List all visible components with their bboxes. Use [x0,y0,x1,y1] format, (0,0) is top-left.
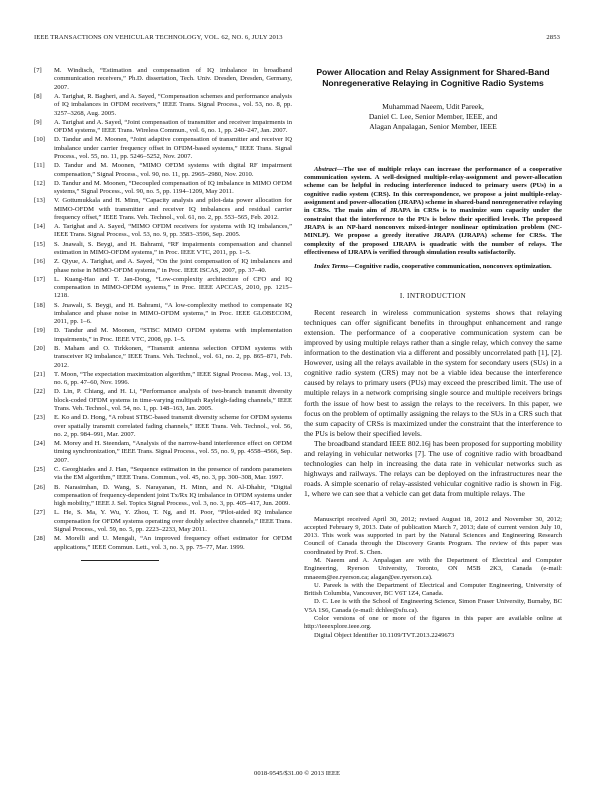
reference-text: D. Tandur and M. Moonen, “Joint adaptive compensation of transmitter and receiver IQ imbalance under carrier frequency offset in OFDM-based systems,” IEEE Trans. Signal Process., vol. 55, no. 11, pp. 5246–5252, Nov. 2007. [54,136,292,160]
reference-text: Z. Qiyue, A. Tarighat, and A. Sayed, “On the joint compensation of IQ imbalances and phase noise in MIMO-OFDM systems,” in Proc. IEEE ISCAS, 2007, pp. 37–40. [54,258,292,274]
footnotes [304,516,562,640]
reference-number: [16] [34,258,45,266]
index-terms-label: Index Terms [314,263,349,271]
authors-line: Daniel C. Lee, Senior Member, IEEE, and [368,112,498,122]
footnote-paragraph: U. Pareek is with the Department of Electrical and Computer Engineering, University of British Columbia, Vancouver, BC V6T 1Z4, Canada. [304,581,562,598]
reference-item [34,258,292,275]
reference-text: B. Narasimhan, D. Wang, S. Narayanan, H. Minn, and N. Al-Dhahir, “Digital compensation of frequency-dependent joint Tx/Rx IQ imbalance in OFDM systems under high mobility,” IEEE J. Sel. Topics Signal Process., vol. 3, no. 3, pp. 405–417, Jun. 2009. [54,483,292,508]
reference-text: T. Moon, “The expectation maximization algorithm,” IEEE Signal Process. Mag., vol. 13, no. 6, pp. 47–60, Nov. 1996. [54,370,292,387]
reference-number: [17] [34,275,45,283]
authors-line: Muhammad Naeem, Udit Pareek, [382,102,484,111]
reference-item [34,484,292,509]
reference-text: V. Gottumukkala and H. Minn, “Capacity analysis and pilot-data power allocation for MIMO-OFDM with transmitter and receiver IQ imbalances and residual carrier frequency offset,” IEEE Trans. Veh. Technol., vol. 61, no. 2, pp. 553–565, Feb. 2012. [54,197,292,221]
reference-item [34,276,292,301]
reference-number: [9] [34,118,42,126]
abstract-text: —The use of multiple relays can increase the performance of a cooperative communication system. A well-designed multiple-relay-assignment and power-allocation scheme can be helpful in reducing interference induced to primary users (PUs) in a cognitive radio system (CRS). In this correspondence, we propose a joint multiple-relay-assignment and power-allocation (JRAPA) scheme in shared-band nonregenerative relaying in CRSs. The main aim of JRAPA in CRSs is to maximize sum capacity under the constraint that the interference to the PUs is below their specified levels. The proposed JRAPA is an NP-hard nonconvex mixed-integer nonlinear optimization problem (NC-MINLP). We propose a greedy iterative JRAPA (IJRAPA) scheme for CRSs. The complexity of the proposed IJRAPA is quadratic with the number of relays. The effectiveness of IJRAPA is verified through simulation results satisfactorily. [304,165,562,257]
reference-text: M. Morey and H. Steendam, “Analysis of the narrow-band interference effect on OFDM timing synchronization,” IEEE Trans. Signal Process., vol. 55, no. 9, pp. 4558–4566, Sep. 2007. [54,440,292,464]
footnote-paragraph: D. C. Lee is with the School of Engineering Science, Simon Fraser University, Burnaby, BC V5A 1S6, Canada (e-mail: dchlee@sfu.ca). [304,598,562,614]
reference-text: D. Tandur and M. Moonen, “STBC MIMO OFDM systems with implementation impairments,” in Proc. IEEE VTC, 2008, pp. 1–5. [54,327,292,343]
reference-item [34,180,292,197]
reference-item [34,327,292,344]
running-header [34,34,560,41]
reference-item [34,302,292,327]
journal-header: IEEE TRANSACTIONS ON VEHICULAR TECHNOLOGY, VOL. 62, NO. 6, JULY 2013 [34,34,283,41]
reference-item [34,535,292,552]
reference-item [34,223,292,240]
reference-text: L. He, S. Ma, Y. Wu, Y. Zhou, T. Ng, and H. Poor, “Pilot-aided IQ imbalance compensation for OFDM systems operating over doubly selective channels,” IEEE Trans. Signal Process., vol. 59, no. 5, pp. 2223–2233, May 2011. [54,509,292,534]
reference-item [34,345,292,370]
reference-number: [10] [34,136,45,144]
reference-text: E. Ko and D. Hong, “A robust STBC-based transmit diversity scheme for OFDM systems over spatially transmit correlated fading channels,” IEEE Trans. Veh. Technol., vol. 56, no. 2, pp. 984–991, Mar. 2007. [54,414,292,438]
paper-column [304,67,562,640]
reference-item [34,197,292,222]
reference-text: A. Tarighat and A. Sayed, “Joint compensation of transmitter and receiver impairments in OFDM systems,” IEEE Trans. Wireless Commun., vol. 6, no. 1, pp. 240–247, Jan. 2007. [54,118,292,135]
reference-text: D. Tandur and M. Moonen, “MIMO OFDM systems with digital RF impairment compensation,” Signal Process., vol. 90, no. 11, pp. 2965–2980, Nov. 2010. [54,162,292,178]
reference-number: [27] [34,509,45,517]
reference-item [34,388,292,413]
reference-item [34,67,292,92]
reference-number: [28] [34,535,45,543]
reference-text: A. Tarighat, R. Bagheri, and A. Sayed, “Compensation schemes and performance analysis of IQ imbalances in OFDM receivers,” IEEE Trans. Signal Process., vol. 53, no. 8, pp. 3257–3268, Aug. 2005. [54,92,292,117]
section-heading: I. INTRODUCTION [399,291,467,300]
abstract [304,166,562,258]
reference-text: C. Georghiades and J. Han, “Sequence estimation in the presence of random parameters via the EM algorithm,” IEEE Trans. Commun., vol. 45, no. 3, pp. 300–308, Mar. 1997. [54,466,292,482]
reference-text: S. Jnawali, S. Beygi, and H. Bahrami, “A low-complexity method to compensate IQ imbalance and phase noise in MIMO-OFDM systems,” in Proc. IEEE GLOBECOM, 2011, pp. 1–6. [54,301,292,326]
reference-number: [20] [34,344,45,352]
footnote-paragraph: Color versions of one or more of the figures in this paper are available online at http://ieeexplore.ieee.org. [304,615,562,631]
reference-text: B. Maham and O. Tirkkonen, “Transmit antenna selection OFDM systems with transceiver IQ imbalance,” IEEE Trans. Veh. Technol., vol. 61, no. 2, pp. 865–871, Feb. 2012. [54,344,292,369]
footnote-paragraph: M. Naeem and A. Anpalagan are with the Department of Electrical and Computer Engineering, Ryerson University, Toronto, ON M5B 2K3, Canada (e-mail: mnaeem@ee.ryerson.ca; alagan@ee.ryerson.ca). [304,557,562,581]
page-number: 2853 [546,34,560,41]
reference-number: [25] [34,466,45,473]
reference-item [34,440,292,465]
reference-number: [21] [34,370,45,378]
reference-item [34,119,292,136]
footnote-paragraph: Manuscript received April 30, 2012; revised August 18, 2012 and November 30, 2012; accepted February 9, 2013. Date of publication March 7, 2013; date of current version July 10, 2013. This work was supported in part by the Natural Sciences and Engineering Research Council of Canada through the Discovery Grants Program. The review of this paper was coordinated by Prof. S. Chen. [304,515,562,556]
reference-number: [14] [34,223,45,231]
copyright-footer: 0018-9545/$31.00 © 2013 IEEE [254,770,340,777]
reference-number: [23] [34,414,45,422]
reference-item [34,466,292,483]
paper-title: Power Allocation and Relay Assignment for Shared-Band Nonregenerative Relaying in Cognitive Radio Systems [316,67,550,88]
reference-item [34,162,292,179]
reference-text: S. Jnawali, S. Beygi, and H. Bahrami, “RF impairments compensation and channel estimation in MIMO-OFDM systems,” in Proc. IEEE VTC, 2011, pp. 1–5. [54,240,292,256]
reference-number: [18] [34,301,45,309]
references-divider [81,560,159,561]
reference-number: [15] [34,240,45,248]
reference-item [34,136,292,161]
reference-text: M. Windisch, “Estimation and compensation of IQ imbalance in broadband communication receivers,” Ph.D. dissertation, Tech. Univ. Dresden, Dresden, Germany, 2007. [54,67,292,91]
reference-item [34,93,292,118]
reference-text: D. Tandur and M. Moonen, “Decoupled compensation of IQ imbalance in MIMO OFDM systems,” Signal Process., vol. 90, no. 5, pp. 1194–1209, May 2011. [54,179,292,196]
reference-number: [22] [34,388,45,396]
index-terms [304,263,562,271]
index-terms-text: —Cognitive radio, cooperative communication, nonconvex optimization. [348,263,552,271]
reference-item [34,414,292,439]
reference-item [34,509,292,534]
reference-number: [13] [34,197,45,205]
reference-text: L. Kuang-Hao and T. Jan-Dong, “Low-complexity architecture of CFO and IQ compensation in MIMO-OFDM systems,” in Proc. IEEE APCCAS, 2010, pp. 1215–1218. [54,275,292,300]
reference-number: [24] [34,440,45,448]
reference-text: D. Lin, P. Chiang, and H. Li, “Performance analysis of two-branch transmit diversity block-coded OFDM systems in time-varying multipath Rayleigh-fading channels,” IEEE Trans. Veh. Technol., vol. 54, no. 1, pp. 148–163, Jan. 2005. [54,388,292,413]
paper-authors [304,102,562,133]
reference-number: [19] [34,327,45,335]
reference-text: M. Morelli and U. Mengali, “An improved frequency offset estimator for OFDM applications,” IEEE Commun. Lett., vol. 3, no. 3, pp. 75–77, Mar. 1999. [54,535,292,551]
authors-line: Alagan Anpalagan, Senior Member, IEEE [369,122,497,132]
reference-number: [11] [34,162,45,170]
paragraph: The broadband standard IEEE 802.16j has been proposed for supporting mobility and relaying in vehicular networks [7]. The use of cognitive radio with broadband technologies can help in increasing the data rate in vehicular networks such as highways and railways. The relays can be deployed on the infrastructures near the roads. A simple scenario of relay-assisted vehicular cognitive radio is shown in Fig. 1, where we can see that a vehicle can get data from multiple relays. The [304,438,562,499]
references-list [34,67,292,552]
abstract-label: Abstract [314,165,337,173]
references-column [34,67,292,561]
reference-number: [8] [34,92,42,100]
reference-item [34,241,292,258]
paragraph: Recent research in wireless communication systems shows that relaying techniques can offer significant benefits in throughput enhancement and range extension. The performance of a cooperative communication system can be improved by using multiple relays rather than a single relay, which convey the same information to the destination via a different and possibly uncorrelated path [1], [2]. However, using all the relays available in the system for secondary users (SUs) in a cognitive radio system (CRS) may not be a viable idea because the interference caused by relays to primary users (PUs) may exceed the prescribed limit. The use of multiple relays in a network comprising single source and multiple receivers brings forth the issue of how best to assign the relays to the receivers. In this paper, we focus on the problem of optimally assigning the relays to the SUs in a CRS such that the sum capacity of CRSs is maximized under the constraint that the interference to the PUs is below their specified levels. [304,307,562,438]
reference-item [34,371,292,388]
reference-number: [26] [34,483,45,491]
introduction-body [304,308,562,500]
footnote-paragraph: Digital Object Identifier 10.1109/TVT.2013.2249673 [314,631,455,639]
reference-number: [7] [34,67,42,74]
reference-text: A. Tarighat and A. Sayed, “MIMO OFDM receivers for systems with IQ imbalances,” IEEE Trans. Signal Process., vol. 53, no. 9, pp. 3583–3596, Sep. 2005. [54,223,292,239]
reference-number: [12] [34,179,45,187]
